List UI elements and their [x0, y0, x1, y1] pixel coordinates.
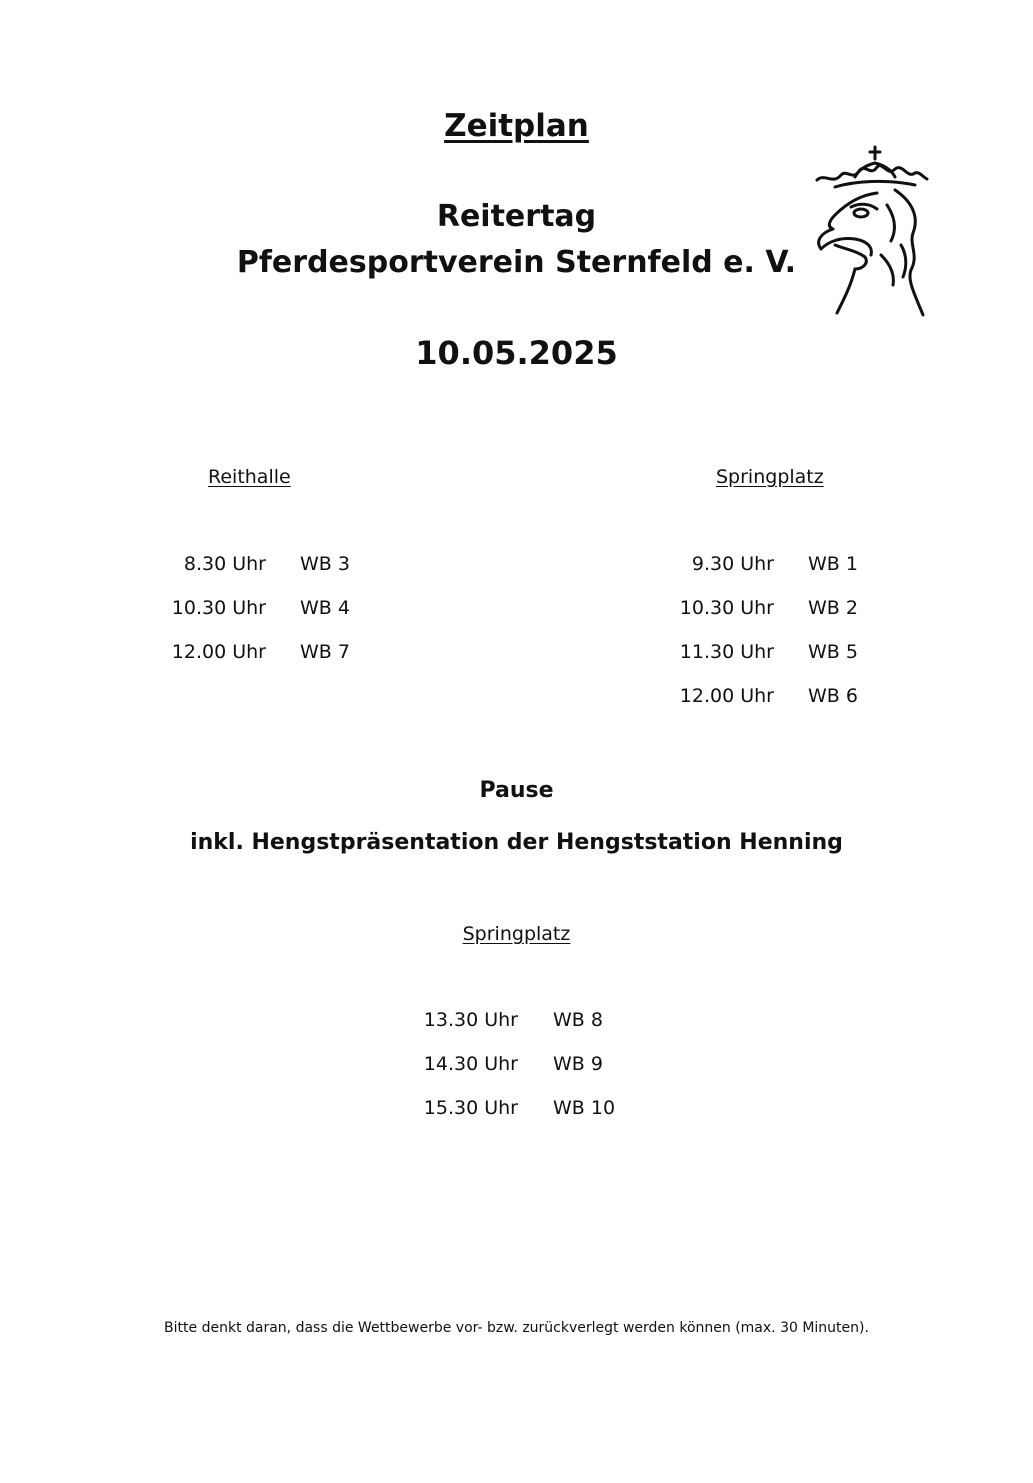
schedule-wb: WB 7 [300, 641, 350, 663]
event-date: 10.05.2025 [415, 334, 618, 372]
venue-reithalle-heading: Reithalle [208, 466, 291, 488]
schedule-time: 10.30 Uhr [679, 597, 774, 619]
venue-springplatz-heading: Springplatz [716, 466, 824, 488]
schedule-wb: WB 10 [553, 1097, 616, 1119]
schedule-row [654, 553, 774, 581]
schedule-time: 15.30 Uhr [423, 1097, 518, 1119]
schedule-wb: WB 9 [553, 1053, 603, 1075]
schedule-row [654, 641, 774, 669]
schedule-row [146, 641, 266, 669]
schedule-row [808, 553, 908, 581]
schedule-row [398, 1097, 518, 1125]
schedule-wb: WB 1 [808, 553, 858, 575]
eagle-head-crown-icon [815, 145, 930, 325]
schedule-row [146, 597, 266, 625]
schedule-row [300, 597, 400, 625]
schedule-wb: WB 6 [808, 685, 858, 707]
schedule-time: 13.30 Uhr [423, 1009, 518, 1031]
schedule-row [654, 685, 774, 713]
pause-note: inkl. Hengstpräsentation der Hengststation Henning [190, 830, 843, 855]
pause-heading: Pause [479, 778, 554, 803]
schedule-wb: WB 3 [300, 553, 350, 575]
page-title: Zeitplan [444, 108, 589, 144]
schedule-time: 14.30 Uhr [423, 1053, 518, 1075]
schedule-wb: WB 8 [553, 1009, 603, 1031]
schedule-row [553, 1009, 653, 1037]
schedule-time: 8.30 Uhr [183, 553, 266, 575]
footnote: Bitte denkt daran, dass die Wettbewerbe vor- bzw. zurückverlegt werden können (max. 30 Minuten). [164, 1320, 869, 1336]
schedule-row [808, 641, 908, 669]
schedule-row [808, 685, 908, 713]
schedule-wb: WB 2 [808, 597, 858, 619]
schedule-row [808, 597, 908, 625]
schedule-row [300, 553, 400, 581]
club-name: Pferdesportverein Sternfeld e. V. [236, 245, 797, 280]
schedule-time: 11.30 Uhr [679, 641, 774, 663]
schedule-row [398, 1053, 518, 1081]
venue-springplatz-afternoon-heading: Springplatz [462, 923, 571, 945]
schedule-time: 9.30 Uhr [691, 553, 774, 575]
schedule-wb: WB 4 [300, 597, 350, 619]
schedule-row [300, 641, 400, 669]
schedule-row [146, 553, 266, 581]
schedule-time: 10.30 Uhr [171, 597, 266, 619]
schedule-time: 12.00 Uhr [171, 641, 266, 663]
schedule-wb: WB 5 [808, 641, 858, 663]
schedule-row [553, 1053, 653, 1081]
event-name: Reitertag [436, 199, 597, 234]
schedule-row [398, 1009, 518, 1037]
schedule-row [654, 597, 774, 625]
schedule-time: 12.00 Uhr [679, 685, 774, 707]
schedule-row [553, 1097, 653, 1125]
